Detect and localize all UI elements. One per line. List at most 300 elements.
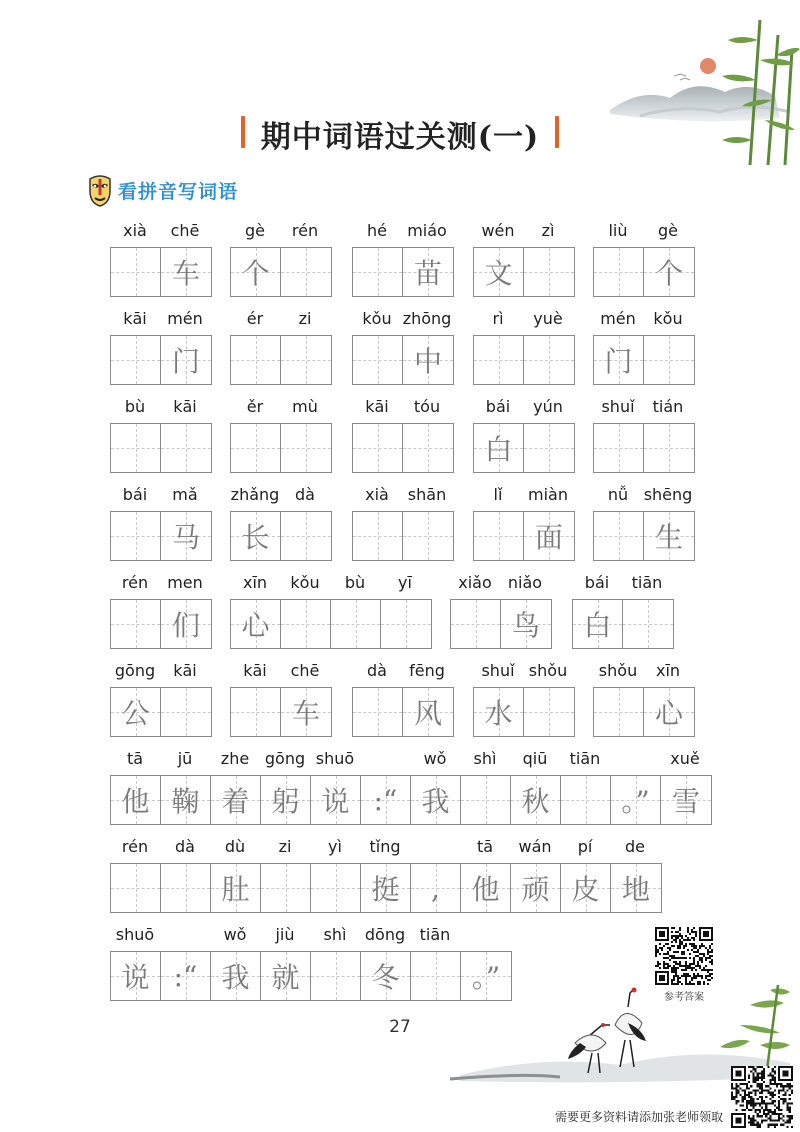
pinyin-syllable: xiǎo (458, 573, 492, 592)
pinyin-syllable: wén (481, 221, 515, 240)
writing-cell[interactable] (353, 512, 403, 560)
cell-character: 车 (291, 697, 320, 730)
tianzige-boxes (572, 599, 674, 649)
word-group (593, 397, 693, 477)
cell-character: 着 (221, 785, 250, 818)
writing-cell[interactable] (311, 952, 361, 1000)
writing-cell[interactable] (281, 688, 331, 736)
tianzige-boxes (230, 687, 332, 737)
pinyin-syllable: jū (177, 749, 193, 768)
cell-character: 他 (471, 873, 500, 906)
pinyin-row (572, 573, 672, 597)
cell-character: , (431, 871, 440, 905)
writing-cell[interactable] (501, 600, 551, 648)
pinyin-syllable: shuǐ (481, 661, 515, 680)
writing-cell[interactable] (644, 336, 694, 384)
pinyin-row (230, 661, 330, 685)
cell-character: 面 (534, 521, 563, 554)
writing-cell[interactable] (111, 952, 161, 1000)
pinyin-syllable: tǐng (369, 837, 401, 856)
pinyin-syllable: dà (367, 661, 387, 680)
writing-cell[interactable] (111, 248, 161, 296)
pinyin-syllable: xuě (670, 749, 700, 768)
pinyin-syllable: bái (122, 485, 148, 504)
tianzige-boxes (110, 423, 212, 473)
pinyin-row (450, 573, 550, 597)
pinyin-syllable: bái (485, 397, 511, 416)
writing-cell[interactable] (311, 864, 361, 912)
opera-mask-icon (86, 173, 114, 207)
pinyin-syllable: qiū (522, 749, 548, 768)
writing-cell[interactable] (353, 336, 403, 384)
writing-cell[interactable] (524, 248, 574, 296)
word-group (352, 485, 452, 565)
writing-cell[interactable] (561, 864, 611, 912)
writing-cell[interactable] (161, 600, 211, 648)
pinyin-syllable: rì (492, 309, 504, 328)
cell-character: 鞠 (171, 785, 200, 818)
writing-cell[interactable] (111, 336, 161, 384)
tianzige-boxes (110, 775, 712, 825)
writing-cell[interactable] (111, 512, 161, 560)
writing-cell[interactable] (231, 248, 281, 296)
title-area (0, 112, 800, 156)
cell-character: 我 (221, 961, 250, 994)
writing-cell[interactable] (451, 600, 501, 648)
writing-cell[interactable] (311, 776, 361, 824)
pinyin-syllable: pí (577, 837, 593, 856)
pinyin-row (110, 573, 210, 597)
tianzige-boxes (593, 335, 695, 385)
writing-cell[interactable] (524, 688, 574, 736)
cell-character: 皮 (571, 873, 600, 906)
cell-character: 白 (484, 433, 513, 466)
writing-cell[interactable] (403, 248, 453, 296)
pinyin-syllable: xià (365, 485, 389, 504)
tianzige-boxes (593, 511, 695, 561)
writing-cell[interactable] (231, 512, 281, 560)
cell-character: 地 (621, 873, 650, 906)
cell-character: 躬 (271, 785, 300, 818)
pinyin-row (110, 485, 210, 509)
pinyin-syllable: ér (246, 309, 264, 328)
cell-character: 风 (413, 697, 442, 730)
exercise-row (0, 573, 800, 653)
pinyin-row (593, 661, 693, 685)
cell-character: 他 (121, 785, 150, 818)
pinyin-syllable: yī (398, 573, 412, 592)
word-group (473, 309, 573, 389)
pinyin-syllable: kǒu (290, 573, 320, 592)
pinyin-row (593, 309, 693, 333)
writing-cell[interactable] (261, 864, 311, 912)
pinyin-syllable: tā (126, 749, 144, 768)
pinyin-syllable: chē (170, 221, 200, 240)
writing-cell[interactable] (281, 512, 331, 560)
writing-cell[interactable] (111, 864, 161, 912)
tianzige-boxes (473, 687, 575, 737)
exercise-row (0, 661, 800, 741)
word-group (473, 485, 573, 565)
pinyin-syllable: yún (533, 397, 563, 416)
pinyin-syllable: yuè (533, 309, 563, 328)
cell-character: 个 (654, 257, 683, 290)
pinyin-syllable: gè (658, 221, 678, 240)
pinyin-syllable: kāi (365, 397, 389, 416)
writing-cell[interactable] (411, 776, 461, 824)
word-group (110, 573, 210, 653)
pinyin-syllable: zi (298, 309, 312, 328)
writing-cell[interactable] (281, 336, 331, 384)
word-group (110, 309, 210, 389)
word-group (110, 221, 210, 301)
writing-cell[interactable] (644, 248, 694, 296)
pinyin-syllable: kǒu (362, 309, 392, 328)
pinyin-syllable: shǒu (528, 661, 568, 680)
cell-character: 挺 (371, 873, 400, 906)
writing-cell[interactable] (461, 864, 511, 912)
cell-character: 们 (171, 609, 200, 642)
cell-character: 冬 (371, 961, 400, 994)
writing-cell[interactable] (611, 864, 661, 912)
writing-cell[interactable] (231, 688, 281, 736)
writing-cell[interactable] (644, 688, 694, 736)
pinyin-syllable: jiù (275, 925, 295, 944)
pinyin-row (110, 749, 710, 773)
writing-cell[interactable] (524, 336, 574, 384)
pinyin-syllable: bái (584, 573, 610, 592)
pinyin-syllable: kāi (173, 397, 197, 416)
cell-character: 我 (421, 785, 450, 818)
pinyin-syllable: miáo (407, 221, 447, 240)
writing-cell[interactable] (644, 424, 694, 472)
pinyin-syllable: rén (291, 221, 319, 240)
pinyin-syllable: mǎ (172, 485, 198, 504)
cell-character: 车 (171, 257, 200, 290)
pinyin-syllable: kāi (173, 661, 197, 680)
writing-cell[interactable] (411, 864, 461, 912)
title-bar-right (555, 116, 559, 148)
writing-cell[interactable] (111, 424, 161, 472)
tianzige-boxes (110, 863, 662, 913)
cell-character: 心 (654, 697, 683, 730)
footer-qr-code[interactable] (730, 1066, 794, 1128)
cell-character: 马 (171, 521, 200, 554)
tianzige-boxes (230, 247, 332, 297)
writing-cell[interactable] (511, 776, 561, 824)
pinyin-syllable: kāi (243, 661, 267, 680)
page-number: 27 (389, 1017, 411, 1037)
writing-cell[interactable] (281, 424, 331, 472)
pinyin-syllable: wǒ (423, 749, 447, 768)
pinyin-syllable: rén (121, 573, 149, 592)
cell-character: 秋 (521, 785, 550, 818)
word-group (110, 485, 210, 565)
writing-cell[interactable] (474, 248, 524, 296)
pinyin-syllable: zhe (220, 749, 250, 768)
pinyin-syllable: hé (367, 221, 387, 240)
writing-cell[interactable] (161, 424, 211, 472)
writing-cell[interactable] (211, 776, 261, 824)
writing-cell[interactable] (261, 776, 311, 824)
writing-cell[interactable] (524, 424, 574, 472)
pinyin-row (110, 661, 210, 685)
pinyin-row (230, 573, 430, 597)
cell-character: 顽 (521, 873, 550, 906)
word-group (473, 221, 573, 301)
pinyin-syllable: yì (328, 837, 342, 856)
writing-cell[interactable] (353, 424, 403, 472)
word-group (230, 397, 330, 477)
pinyin-row (110, 925, 510, 949)
cell-character: 鸟 (511, 609, 540, 642)
cell-character: 说 (321, 785, 350, 818)
writing-cell[interactable] (381, 600, 431, 648)
pinyin-syllable: shuō (115, 925, 155, 944)
writing-cell[interactable] (111, 600, 161, 648)
title-bar-left (241, 116, 245, 148)
word-group (352, 221, 452, 301)
writing-cell[interactable] (261, 952, 311, 1000)
cell-character: 苗 (413, 257, 442, 290)
writing-cell[interactable] (561, 776, 611, 824)
writing-cell[interactable] (161, 952, 211, 1000)
writing-cell[interactable] (161, 776, 211, 824)
pinyin-row (230, 221, 330, 245)
pinyin-syllable: gè (245, 221, 265, 240)
writing-cell[interactable] (211, 952, 261, 1000)
tianzige-boxes (230, 423, 332, 473)
tianzige-boxes (230, 599, 432, 649)
writing-cell[interactable] (331, 600, 381, 648)
writing-cell[interactable] (161, 688, 211, 736)
writing-cell[interactable] (594, 424, 644, 472)
pinyin-syllable: liù (608, 221, 628, 240)
pinyin-row (110, 221, 210, 245)
writing-cell[interactable] (403, 688, 453, 736)
exercise-row (0, 837, 800, 917)
pinyin-syllable: tiān (569, 749, 601, 768)
pinyin-syllable: zì (541, 221, 555, 240)
tianzige-boxes (593, 423, 695, 473)
pinyin-row (230, 309, 330, 333)
word-group (230, 485, 330, 565)
writing-cell[interactable] (361, 952, 411, 1000)
writing-cell[interactable] (281, 248, 331, 296)
word-group (110, 837, 660, 917)
writing-cell[interactable] (353, 248, 403, 296)
section-title: 看拼音写词语 (118, 180, 239, 203)
pinyin-syllable: mén (167, 309, 203, 328)
tianzige-boxes (450, 599, 552, 649)
pinyin-syllable: dù (224, 837, 246, 856)
pinyin-row (230, 485, 330, 509)
tianzige-boxes (473, 423, 575, 473)
page-title (245, 112, 555, 156)
pinyin-row (593, 221, 693, 245)
pinyin-syllable: kāi (123, 309, 147, 328)
pinyin-row (352, 221, 452, 245)
pinyin-row (352, 661, 452, 685)
writing-cell[interactable] (474, 336, 524, 384)
pinyin-syllable: bù (344, 573, 366, 592)
tianzige-boxes (593, 687, 695, 737)
cell-character: 长 (241, 521, 270, 554)
pinyin-syllable: xià (123, 221, 147, 240)
exercise-row (0, 221, 800, 301)
pinyin-syllable: gōng (114, 661, 156, 680)
pinyin-syllable: tóu (413, 397, 441, 416)
writing-cell[interactable] (403, 424, 453, 472)
writing-cell[interactable] (361, 776, 411, 824)
cell-character: 中 (413, 345, 442, 378)
word-group (230, 309, 330, 389)
writing-cell[interactable] (644, 512, 694, 560)
pinyin-syllable: zhǎng (230, 485, 280, 504)
writing-cell[interactable] (594, 248, 644, 296)
writing-cell[interactable] (161, 512, 211, 560)
word-group (572, 573, 672, 653)
writing-cell[interactable] (594, 688, 644, 736)
pinyin-syllable: zhōng (402, 309, 452, 328)
writing-cell[interactable] (111, 688, 161, 736)
pinyin-syllable: zi (278, 837, 292, 856)
pinyin-row (352, 485, 452, 509)
writing-cell[interactable] (231, 424, 281, 472)
pinyin-syllable: dà (295, 485, 315, 504)
writing-cell[interactable] (474, 688, 524, 736)
writing-cell[interactable] (231, 600, 281, 648)
pinyin-syllable: xīn (655, 661, 681, 680)
word-group (593, 661, 693, 741)
pinyin-syllable: shuǐ (601, 397, 635, 416)
pinyin-syllable: de (625, 837, 645, 856)
word-group (593, 221, 693, 301)
writing-cell[interactable] (403, 512, 453, 560)
cell-character: 。” (471, 961, 501, 994)
pinyin-syllable: shǒu (598, 661, 638, 680)
cell-character: 文 (484, 257, 513, 290)
writing-cell[interactable] (353, 688, 403, 736)
page-title-text: 期中词语过关测(一) (260, 120, 540, 155)
exercise-row (0, 397, 800, 477)
pinyin-syllable: mén (600, 309, 636, 328)
cell-character: 心 (241, 609, 270, 642)
tianzige-boxes (473, 247, 575, 297)
pinyin-syllable: tiān (419, 925, 451, 944)
tianzige-boxes (352, 423, 454, 473)
writing-cell[interactable] (161, 336, 211, 384)
tianzige-boxes (593, 247, 695, 297)
pinyin-syllable: chē (290, 661, 320, 680)
pinyin-syllable: wán (518, 837, 552, 856)
writing-cell[interactable] (474, 424, 524, 472)
tianzige-boxes (473, 335, 575, 385)
tianzige-boxes (230, 511, 332, 561)
writing-cell[interactable] (594, 512, 644, 560)
writing-cell[interactable] (623, 600, 673, 648)
tianzige-boxes (110, 687, 212, 737)
pinyin-row (110, 309, 210, 333)
writing-cell[interactable] (611, 776, 661, 824)
writing-cell[interactable] (161, 864, 211, 912)
writing-cell[interactable] (231, 336, 281, 384)
cell-character: 公 (121, 697, 150, 730)
pinyin-syllable: lǐ (493, 485, 503, 504)
word-group (352, 661, 452, 741)
pinyin-row (593, 485, 693, 509)
writing-cell[interactable] (594, 336, 644, 384)
writing-cell[interactable] (474, 512, 524, 560)
writing-cell[interactable] (511, 864, 561, 912)
pinyin-row (110, 837, 660, 861)
word-group (110, 397, 210, 477)
footer-note: 需要更多资料请添加张老师领取 (555, 1110, 724, 1124)
writing-cell[interactable] (661, 776, 711, 824)
cell-character: :“ (373, 783, 398, 817)
pinyin-syllable: shì (473, 749, 497, 768)
tianzige-boxes (352, 511, 454, 561)
pinyin-row (352, 397, 452, 421)
pinyin-syllable: shuō (315, 749, 355, 768)
pinyin-syllable: fēng (409, 661, 445, 680)
cell-character: :“ (173, 959, 198, 993)
word-group (473, 397, 573, 477)
word-group (230, 573, 430, 653)
writing-cell[interactable] (211, 864, 261, 912)
pinyin-syllable: rén (121, 837, 149, 856)
tianzige-boxes (110, 247, 212, 297)
cell-character: 雪 (671, 785, 700, 818)
cell-character: 肚 (221, 873, 250, 906)
pinyin-row (230, 397, 330, 421)
writing-cell[interactable] (361, 864, 411, 912)
pinyin-syllable: shì (323, 925, 347, 944)
pinyin-syllable: dà (175, 837, 195, 856)
word-group (110, 749, 710, 829)
writing-cell[interactable] (461, 776, 511, 824)
tianzige-boxes (352, 687, 454, 737)
exercise-row (0, 485, 800, 565)
pinyin-row (473, 397, 573, 421)
pinyin-syllable: tā (476, 837, 494, 856)
pinyin-row (352, 309, 452, 333)
pinyin-syllable: nǚ (607, 485, 629, 504)
writing-cell[interactable] (281, 600, 331, 648)
writing-cell[interactable] (161, 248, 211, 296)
writing-cell[interactable] (111, 776, 161, 824)
tianzige-boxes (110, 599, 212, 649)
word-group (450, 573, 550, 653)
writing-cell[interactable] (573, 600, 623, 648)
word-group (110, 661, 210, 741)
word-group (593, 485, 693, 565)
pinyin-row (473, 485, 573, 509)
writing-cell[interactable] (524, 512, 574, 560)
cell-character: 说 (121, 961, 150, 994)
pinyin-row (473, 221, 573, 245)
answer-qr-code[interactable] (655, 927, 713, 985)
pinyin-syllable: miàn (528, 485, 568, 504)
writing-cell[interactable] (403, 336, 453, 384)
cell-character: 水 (484, 697, 513, 730)
tianzige-boxes (230, 335, 332, 385)
word-group (352, 309, 452, 389)
pinyin-syllable: dōng (364, 925, 406, 944)
tianzige-boxes (110, 511, 212, 561)
cell-character: 就 (271, 961, 300, 994)
pinyin-syllable: wǒ (223, 925, 247, 944)
